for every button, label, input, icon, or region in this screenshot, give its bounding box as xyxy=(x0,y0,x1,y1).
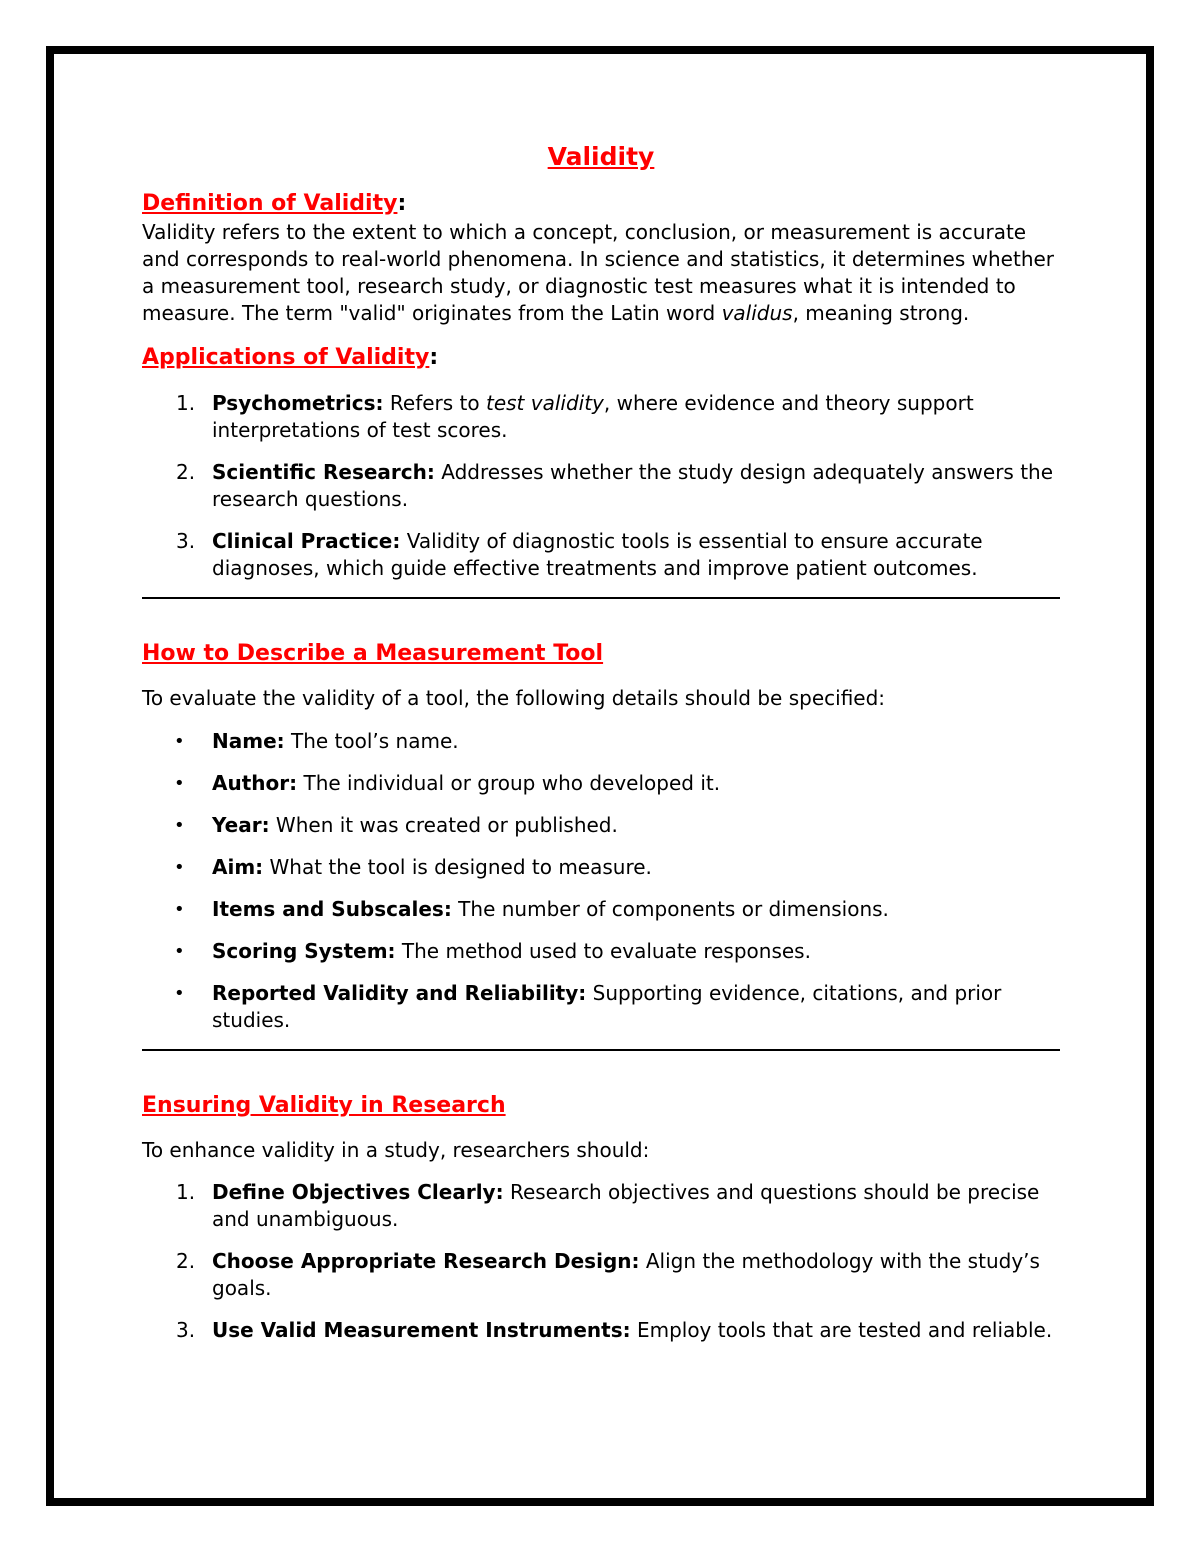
list-item xyxy=(142,459,1060,513)
definition-text-italic: validus xyxy=(721,301,793,325)
item-label: Reported Validity and Reliability: xyxy=(212,981,587,1005)
list-number: 2. xyxy=(176,1249,196,1273)
item-text: Validity of diagnostic tools is essential to ensure accurate diagnoses, which guide effective treatments and improve patient outcomes. xyxy=(212,529,983,580)
item-text: Align the methodology with the study’s goals. xyxy=(212,1249,1040,1300)
ensuring-intro: To enhance validity in a study, researchers should: xyxy=(142,1138,650,1162)
bullet-icon: • xyxy=(174,731,185,752)
list-item xyxy=(142,390,1060,444)
definition-heading-colon: : xyxy=(397,191,407,216)
list-number: 2. xyxy=(176,460,196,484)
item-text: The number of components or dimensions. xyxy=(451,897,889,921)
item-label: Define Objectives Clearly: xyxy=(212,1180,504,1204)
list-number: 3. xyxy=(176,1318,196,1342)
ensuring-heading xyxy=(142,1091,1060,1121)
list-item xyxy=(142,1317,1060,1344)
item-text: The individual or group who developed it. xyxy=(297,771,721,795)
bullet-icon: • xyxy=(174,983,185,1004)
item-label: Year: xyxy=(212,813,270,837)
item-text: Refers to xyxy=(383,391,486,415)
list-number: 3. xyxy=(176,529,196,553)
list-number: 1. xyxy=(176,1180,196,1204)
item-label: Choose Appropriate Research Design: xyxy=(212,1249,640,1273)
item-label: Scoring System: xyxy=(212,939,396,963)
item-label: Author: xyxy=(212,771,298,795)
page-title: Validity xyxy=(547,142,655,171)
definition-heading xyxy=(142,189,1060,219)
definition-text-after: , meaning strong. xyxy=(792,301,970,325)
list-item xyxy=(142,728,1060,755)
measurement-heading-text: How to Describe a Measurement Tool xyxy=(142,641,604,666)
list-item xyxy=(142,854,1060,881)
measurement-list xyxy=(142,728,1060,1034)
item-text: Research objectives and questions should be precise and unambiguous. xyxy=(212,1180,1040,1231)
item-label: Psychometrics: xyxy=(212,391,384,415)
applications-heading-text: Applications of Validity xyxy=(142,345,430,370)
item-text: Addresses whether the study design adequately answers the research questions. xyxy=(212,460,1054,511)
bullet-icon: • xyxy=(174,857,185,878)
definition-text-before: Validity refers to the extent to which a concept, conclusion, or measurement is accurate and corresponds to real-world phenomena. In science and statistics, it determines whether a measurement tool, research study, or diagnostic test measures what it is intended to measure. The term "valid" originates from the Latin word xyxy=(142,220,1055,325)
list-item xyxy=(142,770,1060,797)
item-label: Name: xyxy=(212,729,285,753)
bullet-icon: • xyxy=(174,773,185,794)
measurement-heading xyxy=(142,639,1060,669)
item-text: Employ tools that are tested and reliable. xyxy=(630,1318,1053,1342)
applications-heading xyxy=(142,343,1060,373)
ensuring-heading-text: Ensuring Validity in Research xyxy=(142,1093,506,1118)
list-item xyxy=(142,528,1060,582)
document-body xyxy=(142,140,1060,1344)
item-label: Aim: xyxy=(212,855,264,879)
applications-heading-colon: : xyxy=(429,345,439,370)
list-item xyxy=(142,938,1060,965)
item-text: Supporting evidence, citations, and prior studies. xyxy=(212,981,1002,1032)
section-divider xyxy=(142,1049,1060,1051)
item-text-after: , where evidence and theory support interpretations of test scores. xyxy=(212,391,974,442)
item-label: Use Valid Measurement Instruments: xyxy=(212,1318,631,1342)
measurement-intro: To evaluate the validity of a tool, the following details should be specified: xyxy=(142,686,886,710)
item-text: What the tool is designed to measure. xyxy=(263,855,652,879)
section-divider xyxy=(142,597,1060,599)
item-text: The method used to evaluate responses. xyxy=(395,939,811,963)
bullet-icon: • xyxy=(174,899,185,920)
bullet-icon: • xyxy=(174,815,185,836)
bullet-icon: • xyxy=(174,941,185,962)
applications-list xyxy=(142,390,1060,582)
list-item xyxy=(142,896,1060,923)
item-italic: test validity xyxy=(485,391,604,415)
definition-paragraph xyxy=(142,219,1060,327)
ensuring-list xyxy=(142,1179,1060,1344)
item-text: When it was created or published. xyxy=(269,813,618,837)
item-text: The tool’s name. xyxy=(284,729,459,753)
list-number: 1. xyxy=(176,391,196,415)
list-item xyxy=(142,1248,1060,1302)
item-label: Scientific Research: xyxy=(212,460,435,484)
list-item xyxy=(142,812,1060,839)
list-item xyxy=(142,1179,1060,1233)
definition-heading-text: Definition of Validity xyxy=(142,191,398,216)
item-label: Items and Subscales: xyxy=(212,897,452,921)
item-label: Clinical Practice: xyxy=(212,529,401,553)
list-item xyxy=(142,980,1060,1034)
